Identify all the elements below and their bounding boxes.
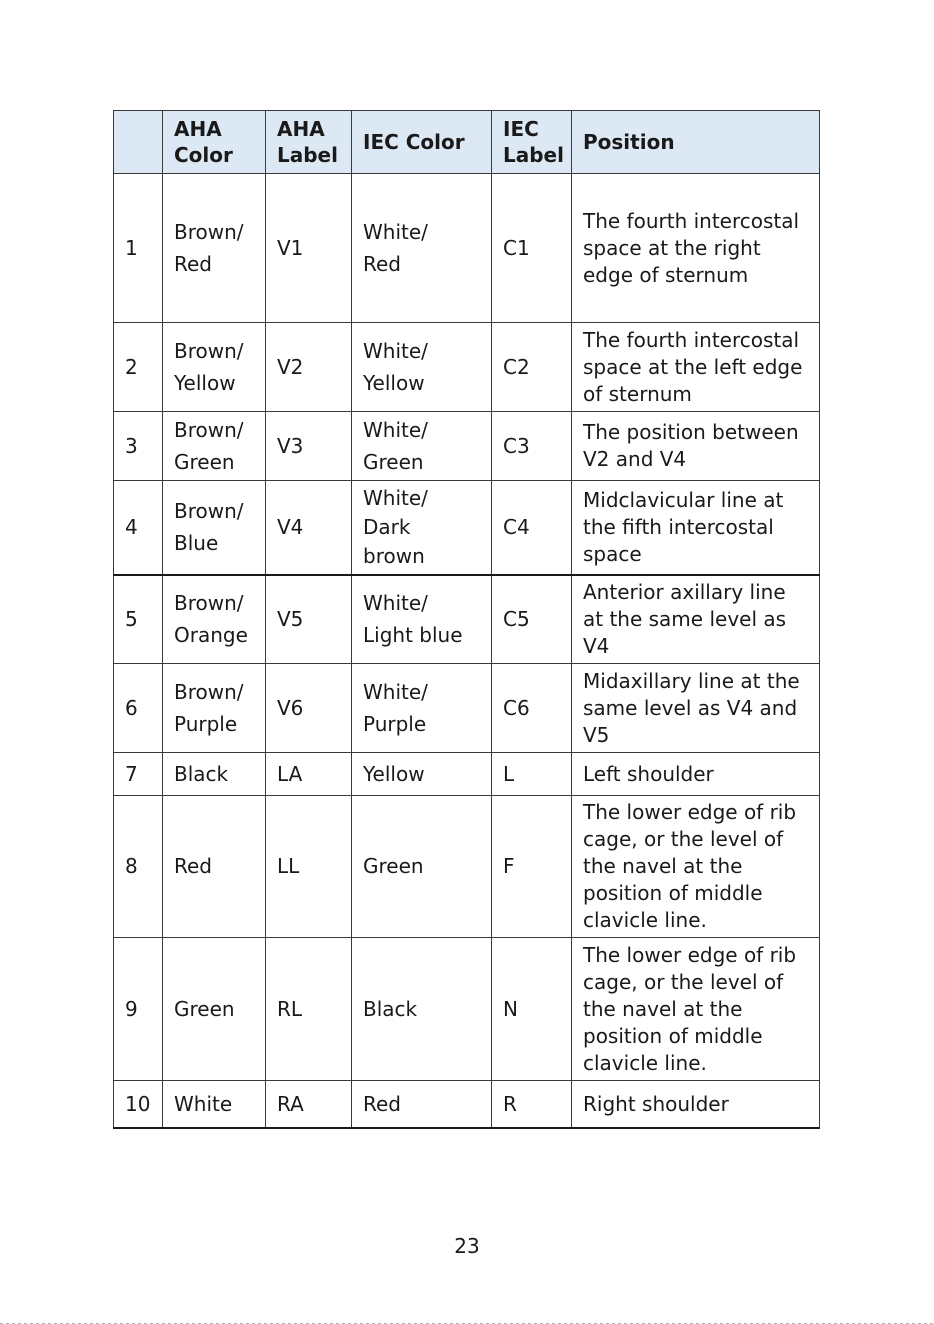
iec-label-cell: C4 xyxy=(492,481,572,575)
header-iec-color: IEC Color xyxy=(352,111,492,174)
position-cell: Left shoulder xyxy=(572,753,820,796)
header-iec-label: IEC Label xyxy=(492,111,572,174)
aha-label-cell: V3 xyxy=(266,412,352,481)
table-row xyxy=(114,796,820,938)
aha-label-cell: V5 xyxy=(266,575,352,664)
position-cell: The position between V2 and V4 xyxy=(572,412,820,481)
iec-color-cell: Black xyxy=(352,938,492,1081)
table-bottom-rule xyxy=(113,1127,819,1129)
iec-label-cell: R xyxy=(492,1081,572,1129)
position-cell: The lower edge of rib cage, or the level of the navel at the position of middle clavicle line. xyxy=(572,796,820,938)
aha-label-cell: V1 xyxy=(266,174,352,323)
row-index: 6 xyxy=(114,664,163,753)
iec-label-cell: C3 xyxy=(492,412,572,481)
aha-color-cell: Brown/ Red xyxy=(163,174,266,323)
iec-color-cell: White/ Light blue xyxy=(352,575,492,664)
position-cell: Right shoulder xyxy=(572,1081,820,1129)
aha-label-cell: LA xyxy=(266,753,352,796)
aha-color-cell: Black xyxy=(163,753,266,796)
iec-color-cell: White/ Dark brown xyxy=(352,481,492,575)
row-index: 9 xyxy=(114,938,163,1081)
iec-color-cell: Green xyxy=(352,796,492,938)
row-index: 3 xyxy=(114,412,163,481)
iec-color-cell: White/ Purple xyxy=(352,664,492,753)
aha-color-cell: Brown/ Yellow xyxy=(163,323,266,412)
electrode-lead-table xyxy=(113,110,820,1129)
aha-label-cell: RL xyxy=(266,938,352,1081)
iec-color-cell: White/ Yellow xyxy=(352,323,492,412)
table-row xyxy=(114,753,820,796)
row-index: 2 xyxy=(114,323,163,412)
row-index: 4 xyxy=(114,481,163,575)
header-index xyxy=(114,111,163,174)
row-index: 5 xyxy=(114,575,163,664)
table-row xyxy=(114,938,820,1081)
position-cell: The fourth intercostal space at the right edge of sternum xyxy=(572,174,820,323)
position-cell: The fourth intercostal space at the left edge of sternum xyxy=(572,323,820,412)
aha-color-cell: Brown/ Blue xyxy=(163,481,266,575)
aha-color-cell: Green xyxy=(163,938,266,1081)
aha-label-cell: LL xyxy=(266,796,352,938)
iec-label-cell: C5 xyxy=(492,575,572,664)
table-row xyxy=(114,412,820,481)
position-cell: Midaxillary line at the same level as V4 and V5 xyxy=(572,664,820,753)
aha-color-cell: Red xyxy=(163,796,266,938)
aha-label-cell: V6 xyxy=(266,664,352,753)
header-aha-label: AHA Label xyxy=(266,111,352,174)
aha-color-cell: Brown/ Orange xyxy=(163,575,266,664)
position-cell: Midclavicular line at the fifth intercostal space xyxy=(572,481,820,575)
iec-label-cell: N xyxy=(492,938,572,1081)
aha-color-cell: Brown/ Green xyxy=(163,412,266,481)
row-index: 1 xyxy=(114,174,163,323)
aha-color-cell: Brown/ Purple xyxy=(163,664,266,753)
header-aha-color: AHA Color xyxy=(163,111,266,174)
header-position: Position xyxy=(572,111,820,174)
table-row xyxy=(114,664,820,753)
table-row xyxy=(114,174,820,323)
iec-label-cell: C1 xyxy=(492,174,572,323)
iec-color-cell: Red xyxy=(352,1081,492,1129)
aha-color-cell: White xyxy=(163,1081,266,1129)
position-cell: The lower edge of rib cage, or the level of the navel at the position of middle clavicle line. xyxy=(572,938,820,1081)
page-number: 23 xyxy=(454,1234,480,1258)
iec-color-cell: Yellow xyxy=(352,753,492,796)
position-cell: Anterior axillary line at the same level as V4 xyxy=(572,575,820,664)
table-row xyxy=(114,1081,820,1129)
iec-label-cell: F xyxy=(492,796,572,938)
table-row xyxy=(114,481,820,575)
row-index: 8 xyxy=(114,796,163,938)
table-row xyxy=(114,575,820,664)
row-index: 10 xyxy=(114,1081,163,1129)
iec-label-cell: C6 xyxy=(492,664,572,753)
table-row xyxy=(114,323,820,412)
aha-label-cell: RA xyxy=(266,1081,352,1129)
row-index: 7 xyxy=(114,753,163,796)
iec-color-cell: White/ Green xyxy=(352,412,492,481)
iec-label-cell: L xyxy=(492,753,572,796)
iec-label-cell: C2 xyxy=(492,323,572,412)
table-header-row xyxy=(114,111,820,174)
iec-color-cell: White/ Red xyxy=(352,174,492,323)
aha-label-cell: V4 xyxy=(266,481,352,575)
aha-label-cell: V2 xyxy=(266,323,352,412)
